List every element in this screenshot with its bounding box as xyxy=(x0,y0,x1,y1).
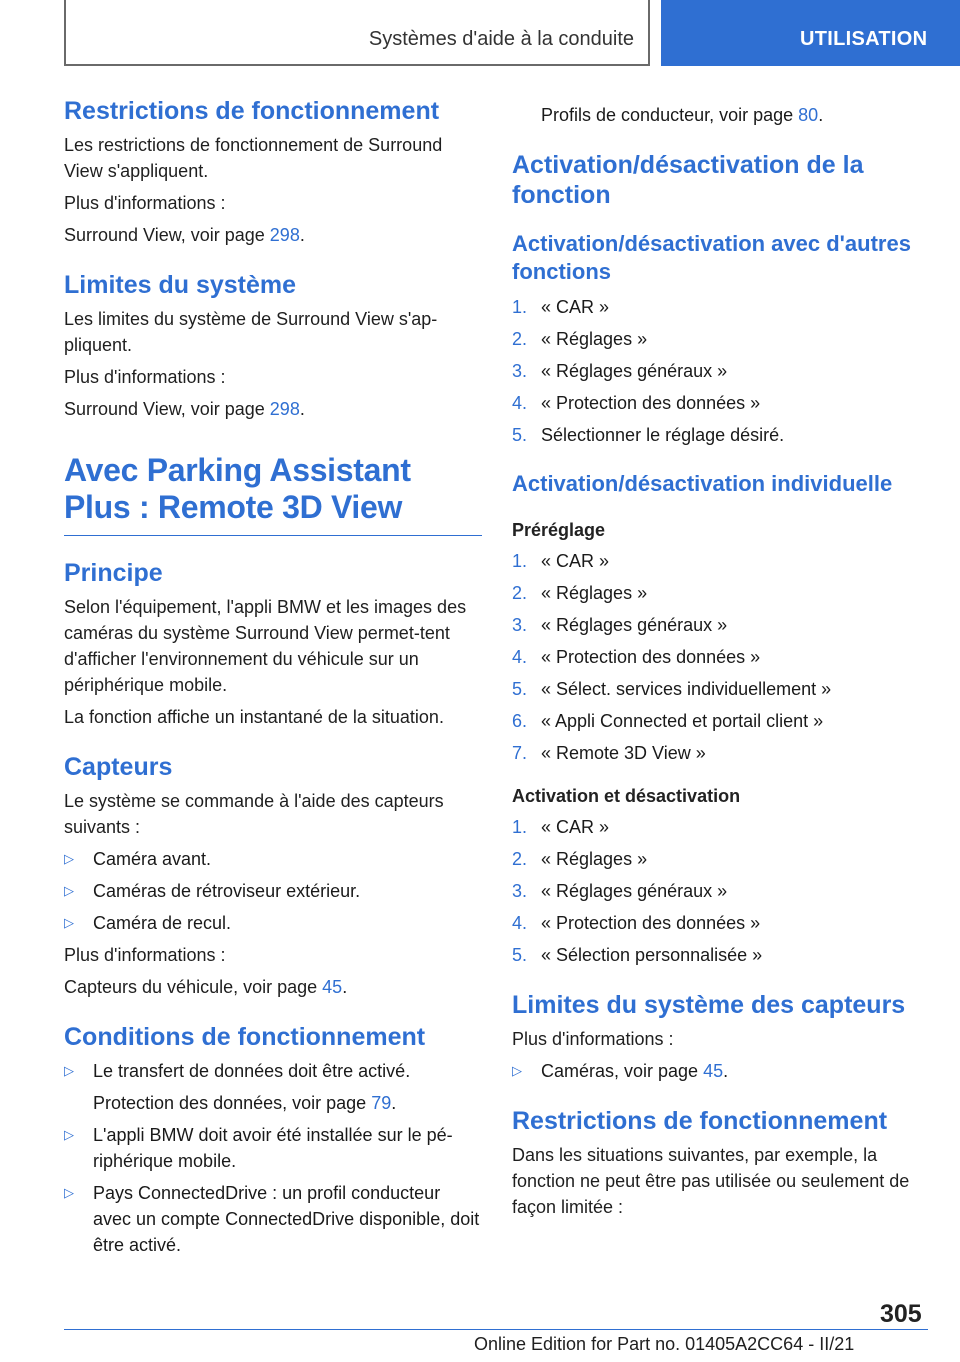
right-column xyxy=(512,96,928,1220)
list-item: 4. « Protection des données » xyxy=(512,393,761,413)
steps-list xyxy=(512,294,928,448)
paragraph: Les restrictions de fonctionnement de Surround View s'appliquent. xyxy=(64,135,443,181)
paragraph: Selon l'équipement, l'appli BMW et les images des caméras du système Surround View permet‐tent d'afficher l'environnement du véhicule sur un périphérique mobile. xyxy=(64,597,467,695)
subheading-activation: Activation et désactivation xyxy=(512,786,741,806)
paragraph: Le système se commande à l'aide des capteurs suivants : xyxy=(64,791,444,837)
list-item: 4. « Protection des données » xyxy=(512,647,761,667)
list-item: ▷ Le transfert de données doit être activé. xyxy=(64,1058,482,1084)
cross-reference: Surround View, voir page 298. xyxy=(64,225,305,245)
cross-reference: Capteurs du véhicule, voir page 45. xyxy=(64,977,348,997)
heading-conditions: Conditions de fonctionnement xyxy=(64,1023,426,1051)
list-item: ▷ Caméra avant. xyxy=(64,846,482,872)
chapter-title: UTILISATION xyxy=(800,28,928,50)
triangle-bullet-icon: ▷ xyxy=(64,1185,74,1200)
heading-activation: Activation/désactivation de la fonction xyxy=(512,151,864,209)
steps-list xyxy=(512,814,928,968)
triangle-bullet-icon: ▷ xyxy=(64,851,74,866)
list-item: 2. « Réglages » xyxy=(512,849,648,869)
list-item: 4. « Protection des données » xyxy=(512,913,761,933)
edition-text: Online Edition for Part no. 01405A2CC64 - II/21 xyxy=(474,1334,855,1354)
left-column xyxy=(64,96,482,1258)
paragraph: La fonction affiche un instantané de la situation. xyxy=(64,707,444,727)
triangle-bullet-icon: ▷ xyxy=(64,1127,74,1142)
triangle-bullet-icon: ▷ xyxy=(64,915,74,930)
heading-restrictions-2: Restrictions de fonctionnement xyxy=(512,1107,888,1135)
page-link[interactable]: 80 xyxy=(798,105,819,125)
triangle-bullet-icon: ▷ xyxy=(512,1063,522,1078)
list-item: 2. « Réglages » xyxy=(512,329,648,349)
list-item: 5. « Sélect. services individuellement » xyxy=(512,679,832,699)
heading-principe: Principe xyxy=(64,559,163,587)
paragraph: Dans les situations suivantes, par exemple, la fonction ne peut être pas utilisée ou seulement de façon limitée : xyxy=(512,1145,910,1217)
heading-limites: Limites du système xyxy=(64,271,297,299)
paragraph: Plus d'informations : xyxy=(64,193,226,213)
steps-list xyxy=(512,548,928,766)
list-item: ▷ Pays ConnectedDrive : un profil conducteur avec un compte ConnectedDrive disponible, doit être activé. xyxy=(64,1180,482,1258)
cross-reference: Surround View, voir page 298. xyxy=(64,399,305,419)
list-item: 3. « Réglages généraux » xyxy=(512,615,728,635)
page-link[interactable]: 45 xyxy=(322,977,343,997)
page-link[interactable]: 298 xyxy=(269,399,300,419)
main-heading: Avec Parking Assistant Plus : Remote 3D View xyxy=(64,452,411,525)
header-chapter-tab xyxy=(661,0,960,66)
list-item: ▷ Caméras de rétroviseur extérieur. xyxy=(64,878,482,904)
list-item: 3. « Réglages généraux » xyxy=(512,361,728,381)
heading-restrictions: Restrictions de fonctionnement xyxy=(64,97,440,125)
list-item: 6. « Appli Connected et portail client » xyxy=(512,711,824,731)
list-item: ▷ L'appli BMW doit avoir été installée sur le pé‐riphérique mobile. xyxy=(64,1122,482,1174)
list-item: 7. « Remote 3D View » xyxy=(512,743,706,763)
list-item: 1. « CAR » xyxy=(512,817,610,837)
triangle-bullet-icon: ▷ xyxy=(64,883,74,898)
heading-individuelle: Activation/désactivation individuelle xyxy=(512,471,893,496)
page-link[interactable]: 79 xyxy=(371,1093,392,1113)
paragraph: Plus d'informations : xyxy=(64,945,226,965)
list-item: ▷ Caméra de recul. xyxy=(64,910,482,936)
header-section-box xyxy=(64,0,650,66)
heading-rule xyxy=(64,535,482,536)
list-item: 1. « CAR » xyxy=(512,297,610,317)
page-link[interactable]: 45 xyxy=(703,1061,724,1081)
page-number: 305 xyxy=(880,1300,922,1328)
list-item: ▷ Caméras, voir page 45. xyxy=(512,1058,928,1084)
heading-capteurs: Capteurs xyxy=(64,753,173,781)
heading-autres-fonctions: Activation/désactivation avec d'autres fonctions xyxy=(512,231,911,284)
footer-rule xyxy=(64,1329,928,1330)
paragraph: Plus d'informations : xyxy=(64,367,226,387)
list-item: 2. « Réglages » xyxy=(512,583,648,603)
list-item: 1. « CAR » xyxy=(512,551,610,571)
triangle-bullet-icon: ▷ xyxy=(64,1063,74,1078)
paragraph: Plus d'informations : xyxy=(512,1029,674,1049)
list-item: 5. « Sélection personnalisée » xyxy=(512,945,763,965)
page-link[interactable]: 298 xyxy=(269,225,300,245)
section-title: Systèmes d'aide à la conduite xyxy=(368,28,634,50)
heading-limites-capteurs: Limites du système des capteurs xyxy=(512,991,906,1019)
subheading-prereglage: Préréglage xyxy=(512,520,606,540)
paragraph: Les limites du système de Surround View s'ap‐pliquent. xyxy=(64,309,438,355)
cross-reference: Protection des données, voir page 79. xyxy=(93,1093,397,1113)
list-item: 5. Sélectionner le réglage désiré. xyxy=(512,425,785,445)
list-item: 3. « Réglages généraux » xyxy=(512,881,728,901)
cross-reference: Profils de conducteur, voir page 80. xyxy=(541,105,824,125)
